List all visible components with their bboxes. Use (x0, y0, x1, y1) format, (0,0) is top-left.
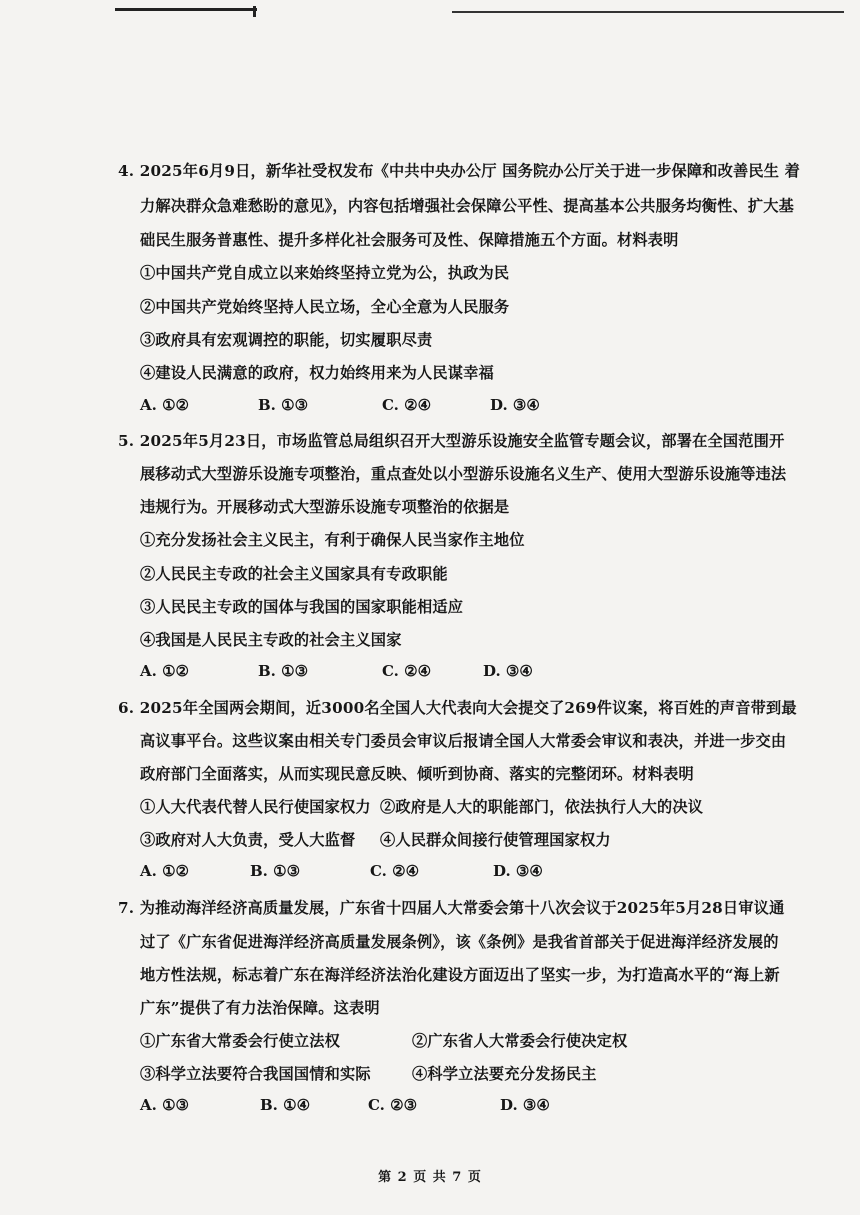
question-4-stem-line-2: 力解决群众急难愁盼的意见》，内容包括增强社会保障公平性、提高基本公共服务均衡性、扩大基 (140, 197, 795, 215)
question-6-statement-4: ④人民群众间接行使管理国家权力 (380, 831, 611, 849)
question-6-option-d[interactable]: D. ③④ (493, 862, 543, 880)
question-4-stem-line-3: 础民生服务普惠性、提升多样化社会服务可及性、保障措施五个方面。材料表明 (140, 231, 679, 249)
question-4-statement-3: ③政府具有宏观调控的职能，切实履职尽责 (140, 331, 433, 349)
question-6-option-c[interactable]: C. ②④ (370, 862, 420, 880)
question-5-stem-line-1: 5. 2025年5月23日，市场监管总局组织召开大型游乐设施安全监管专题会议，部署在全国范围开 (118, 432, 785, 450)
question-7-statement-3: ③科学立法要符合我国国情和实际 (140, 1065, 371, 1083)
page-number-footer: 第 2 页 共 7 页 (378, 1170, 482, 1185)
question-5-statement-3: ③人民民主专政的国体与我国的国家职能相适应 (140, 598, 464, 616)
question-7-option-b[interactable]: B. ①④ (260, 1096, 311, 1114)
question-4-option-c[interactable]: C. ②④ (382, 396, 432, 414)
question-6-option-b[interactable]: B. ①③ (250, 862, 301, 880)
question-6-stem-line-2: 高议事平台。这些议案由相关专门委员会审议后报请全国人大常委会审议和表决，并进一步交由 (140, 732, 787, 750)
question-7-option-c[interactable]: C. ②③ (368, 1096, 418, 1114)
question-6-statement-1: ①人大代表代替人民行使国家权力 (140, 798, 371, 816)
question-6-statement-2: ②政府是人大的职能部门，依法执行人大的决议 (380, 798, 704, 816)
question-7-statement-4: ④科学立法要充分发扬民主 (412, 1065, 597, 1083)
question-5-statement-4: ④我国是人民民主专政的社会主义国家 (140, 631, 402, 649)
question-4-statement-4: ④建设人民满意的政府，权力始终用来为人民谋幸福 (140, 364, 494, 382)
question-4-option-b[interactable]: B. ①③ (258, 396, 309, 414)
question-4-statement-2: ②中国共产党始终坚持人民立场，全心全意为人民服务 (140, 298, 510, 316)
header-rule-tick (253, 6, 256, 17)
question-6-statement-3: ③政府对人大负责，受人大监督 (140, 831, 356, 849)
question-4-stem-line-1: 4. 2025年6月9日，新华社受权发布《中共中央办公厅 国务院办公厅关于进一步保障和改善民生 着 (118, 162, 801, 180)
question-6-stem-line-3: 政府部门全面落实，从而实现民意反映、倾听到协商、落实的完整闭环。材料表明 (140, 765, 694, 783)
question-5-statement-2: ②人民民主专政的社会主义国家具有专政职能 (140, 565, 448, 583)
question-7-stem-line-4: 广东”提供了有力法治保障。这表明 (140, 999, 380, 1017)
question-5-option-a[interactable]: A. ①② (140, 662, 189, 680)
question-4-statement-1: ①中国共产党自成立以来始终坚持立党为公，执政为民 (140, 264, 510, 282)
question-5-stem-line-3: 违规行为。开展移动式大型游乐设施专项整治的依据是 (140, 498, 510, 516)
question-7-statement-1: ①广东省大常委会行使立法权 (140, 1032, 341, 1050)
question-7-statement-2: ②广东省人大常委会行使决定权 (412, 1032, 628, 1050)
question-7-option-d[interactable]: D. ③④ (500, 1096, 550, 1114)
header-rule-left (115, 8, 257, 11)
question-4-option-a[interactable]: A. ①② (140, 396, 189, 414)
question-5-stem-line-2: 展移动式大型游乐设施专项整治，重点查处以小型游乐设施名义生产、使用大型游乐设施等违法 (140, 465, 787, 483)
question-5-option-c[interactable]: C. ②④ (382, 662, 432, 680)
question-7-stem-line-3: 地方性法规，标志着广东在海洋经济法治化建设方面迈出了坚实一步，为打造高水平的“海上新 (140, 966, 780, 984)
header-rule-right (452, 11, 844, 13)
question-5-statement-1: ①充分发扬社会主义民主，有利于确保人民当家作主地位 (140, 531, 525, 549)
question-4-option-d[interactable]: D. ③④ (490, 396, 540, 414)
question-7-stem-line-2: 过了《广东省促进海洋经济高质量发展条例》，该《条例》是我省首部关于促进海洋经济发展的 (140, 933, 779, 951)
question-7-option-a[interactable]: A. ①③ (140, 1096, 189, 1114)
question-6-option-a[interactable]: A. ①② (140, 862, 189, 880)
question-7-stem-line-1: 7. 为推动海洋经济高质量发展，广东省十四届人大常委会第十八次会议于2025年5月28日审议通 (118, 899, 785, 917)
question-5-option-d[interactable]: D. ③④ (483, 662, 533, 680)
question-5-option-b[interactable]: B. ①③ (258, 662, 309, 680)
question-6-stem-line-1: 6. 2025年全国两会期间，近3000名全国人大代表向大会提交了269件议案，将百姓的声音带到最 (118, 699, 797, 717)
